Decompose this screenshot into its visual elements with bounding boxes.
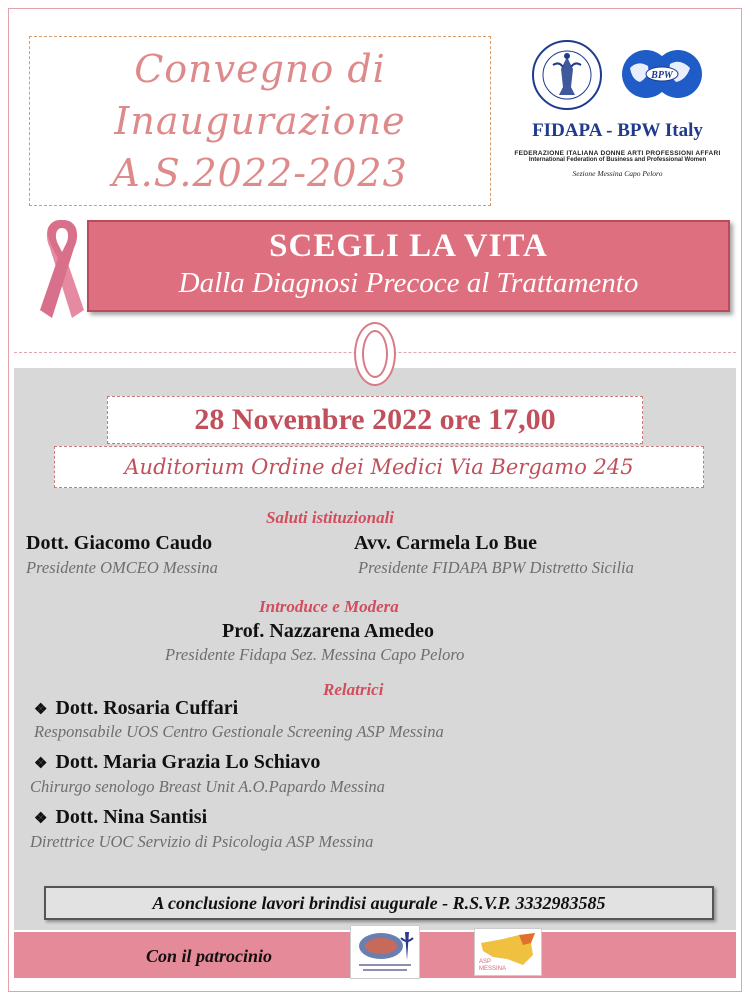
speaker-3-name bbox=[34, 806, 207, 829]
fidapa-logo-block bbox=[505, 36, 730, 206]
speaker-3-name-text: Dott. Nina Santisi bbox=[55, 806, 208, 828]
fidapa-name: FIDAPA - BPW Italy bbox=[532, 120, 703, 141]
bullet-icon: ❖ bbox=[34, 756, 48, 772]
headline-banner bbox=[87, 220, 730, 312]
greetings-heading: Saluti istituzionali bbox=[266, 508, 395, 527]
omceo-logo-icon bbox=[350, 925, 420, 979]
speaker-1-role: Responsabile UOS Centro Gestionale Screening ASP Messina bbox=[34, 722, 444, 741]
venue-box bbox=[54, 446, 704, 488]
date-box bbox=[107, 396, 643, 444]
event-title-line3: A.S.2022-2023 bbox=[112, 151, 408, 195]
greeting-speaker-1-role: Presidente OMCEO Messina bbox=[26, 558, 218, 577]
greeting-speaker-1-name: Dott. Giacomo Caudo bbox=[26, 532, 213, 554]
event-title-line1: Convegno di bbox=[134, 47, 386, 91]
moderator-role: Presidente Fidapa Sez. Messina Capo Peloro bbox=[165, 645, 465, 664]
moderator-name: Prof. Nazzarena Amedeo bbox=[222, 620, 434, 642]
patronage-label: Con il patrocinio bbox=[146, 946, 273, 966]
event-venue: Auditorium Ordine dei Medici Via Bergamo 245 bbox=[124, 455, 634, 479]
bpw-globe-icon bbox=[620, 40, 704, 108]
asp-label bbox=[479, 959, 506, 973]
greeting-speaker-2-role: Presidente FIDAPA BPW Distretto Sicilia bbox=[358, 558, 634, 577]
event-title-box bbox=[29, 36, 491, 206]
headline-subtitle: Dalla Diagnosi Precoce al Trattamento bbox=[178, 267, 639, 299]
speaker-2-name bbox=[34, 751, 320, 774]
pink-ribbon-icon bbox=[36, 214, 88, 330]
moderator-heading: Introduce e Modera bbox=[259, 597, 399, 616]
fidapa-emblem-icon bbox=[532, 40, 602, 110]
asp-label-line2: MESSINA bbox=[479, 966, 507, 972]
headline-title: SCEGLI LA VITA bbox=[269, 228, 548, 264]
bullet-icon: ❖ bbox=[34, 702, 48, 718]
fidapa-international: International Federation of Business and Professional Women bbox=[528, 157, 707, 163]
rsvp-box bbox=[44, 886, 714, 920]
asp-messina-logo-icon bbox=[474, 928, 542, 976]
event-title-line2: Inaugurazione bbox=[114, 99, 406, 143]
fidapa-section: Sezione Messina Capo Peloro bbox=[572, 169, 663, 178]
event-datetime: 28 Novembre 2022 ore 17,00 bbox=[194, 403, 556, 436]
speaker-1-name-text: Dott. Rosaria Cuffari bbox=[55, 697, 239, 719]
speaker-2-name-text: Dott. Maria Grazia Lo Schiavo bbox=[55, 751, 321, 773]
oval-ornament-icon bbox=[354, 322, 396, 386]
speaker-2-role: Chirurgo senologo Breast Unit A.O.Papardo Messina bbox=[30, 777, 385, 796]
greeting-speaker-2-name: Avv. Carmela Lo Bue bbox=[354, 532, 537, 554]
asp-label-line1: ASP bbox=[479, 959, 492, 965]
speaker-1-name bbox=[34, 697, 238, 720]
bpw-globe-text: BPW bbox=[650, 70, 673, 81]
bullet-icon: ❖ bbox=[34, 811, 48, 827]
speaker-3-role: Direttrice UOC Servizio di Psicologia ASP Messina bbox=[30, 832, 374, 851]
speakers-heading: Relatrici bbox=[323, 680, 384, 699]
fidapa-federation: FEDERAZIONE ITALIANA DONNE ARTI PROFESSIONI AFFARI bbox=[514, 150, 721, 157]
rsvp-text: A conclusione lavori brindisi augurale - R.S.V.P. 3332983585 bbox=[152, 893, 606, 913]
